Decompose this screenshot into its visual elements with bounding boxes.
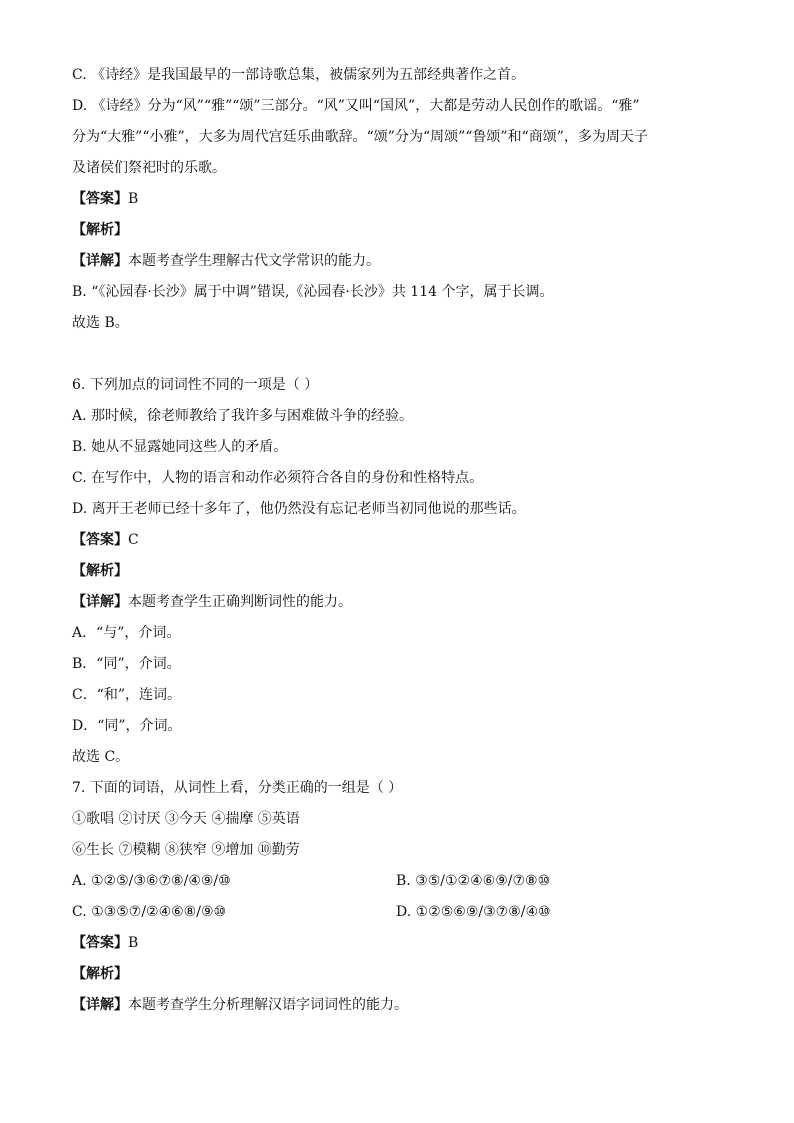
q6-explain-a: A．“与”，介词。 bbox=[72, 625, 181, 641]
q6-detail bbox=[72, 593, 352, 611]
prev-detail bbox=[72, 252, 380, 270]
prev-option-d-line1: D. 《诗经》分为“风”“雅”“颂”三部分。“风”又叫“国风”，大都是劳动人民创作的歌谣。“雅” bbox=[72, 98, 640, 114]
q7-words-row1: ①歌唱 ②讨厌 ③今天 ④揣摩 ⑤英语 bbox=[72, 811, 300, 827]
q6-explain-d: D．“同”，介词。 bbox=[72, 718, 182, 734]
q6-option-b: B. 她从不显露她同这些人的矛盾。 bbox=[72, 439, 288, 455]
detail-text: 本题考查学生分析理解汉语字词词性的能力。 bbox=[128, 997, 408, 1013]
q6-explain-b: B．“同”，介词。 bbox=[72, 656, 181, 672]
q6-option-a: A. 那时候，徐老师教给了我许多与困难做斗争的经验。 bbox=[72, 408, 414, 424]
q7-detail bbox=[72, 996, 408, 1014]
q6-answer bbox=[72, 531, 139, 549]
answer-tag: 【答案】 bbox=[72, 935, 128, 951]
q6-analysis-tag: 【解析】 bbox=[72, 563, 128, 579]
q7-option-c: C. ①③⑤⑦/②④⑥⑧/⑨⑩ bbox=[72, 904, 227, 920]
q6-stem: 6. 下列加点的词词性不同的一项是（ ） bbox=[72, 377, 319, 393]
detail-tag: 【详解】 bbox=[72, 253, 128, 269]
detail-text: 本题考查学生理解古代文学常识的能力。 bbox=[128, 253, 380, 269]
q7-option-d: D. ①②⑤⑥⑨/③⑦⑧/④⑩ bbox=[396, 904, 551, 920]
q7-analysis-tag: 【解析】 bbox=[72, 966, 128, 982]
q6-option-c: C. 在写作中，人物的语言和动作必须符合各自的身份和性格特点。 bbox=[72, 470, 484, 486]
q7-words-row2: ⑥生长 ⑦模糊 ⑧狭窄 ⑨增加 ⑩勤劳 bbox=[72, 842, 300, 858]
prev-option-c: C. 《诗经》是我国最早的一部诗歌总集，被儒家列为五部经典著作之首。 bbox=[72, 67, 526, 83]
answer-value: C bbox=[128, 532, 139, 548]
q6-conclusion: 故选 C。 bbox=[72, 749, 130, 765]
q7-answer bbox=[72, 934, 138, 952]
prev-explain-b: B. “《沁园春·长沙》属于中调”错误,《沁园春·长沙》共 114 个字，属于长调。 bbox=[72, 284, 554, 300]
answer-value: B bbox=[128, 935, 139, 951]
q7-option-a: A. ①②⑤/③⑥⑦⑧/④⑨/⑩ bbox=[72, 873, 231, 889]
detail-tag: 【详解】 bbox=[72, 997, 128, 1013]
q7-stem: 7. 下面的词语，从词性上看，分类正确的一组是（ ） bbox=[72, 780, 403, 796]
detail-text: 本题考查学生正确判断词性的能力。 bbox=[128, 594, 352, 610]
q7-option-b: B. ③⑤/①②④⑥⑨/⑦⑧⑩ bbox=[396, 873, 551, 889]
answer-tag: 【答案】 bbox=[72, 532, 128, 548]
answer-value: B bbox=[128, 191, 139, 207]
prev-answer bbox=[72, 190, 138, 208]
prev-option-d-line2: 分为“大雅”“小雅”，大多为周代宫廷乐曲歌辞。“颂”分为“周颂”“鲁颂”和“商颂”，多为周天子 bbox=[72, 129, 648, 145]
prev-option-d-line3: 及诸侯们祭祀时的乐歌。 bbox=[72, 160, 226, 176]
q6-explain-c: C．“和”，连词。 bbox=[72, 687, 182, 703]
prev-analysis-tag: 【解析】 bbox=[72, 222, 128, 238]
answer-tag: 【答案】 bbox=[72, 191, 128, 207]
q6-option-d: D. 离开王老师已经十多年了，他仍然没有忘记老师当初同他说的那些话。 bbox=[72, 501, 526, 517]
detail-tag: 【详解】 bbox=[72, 594, 128, 610]
prev-conclusion: 故选 B。 bbox=[72, 315, 129, 331]
